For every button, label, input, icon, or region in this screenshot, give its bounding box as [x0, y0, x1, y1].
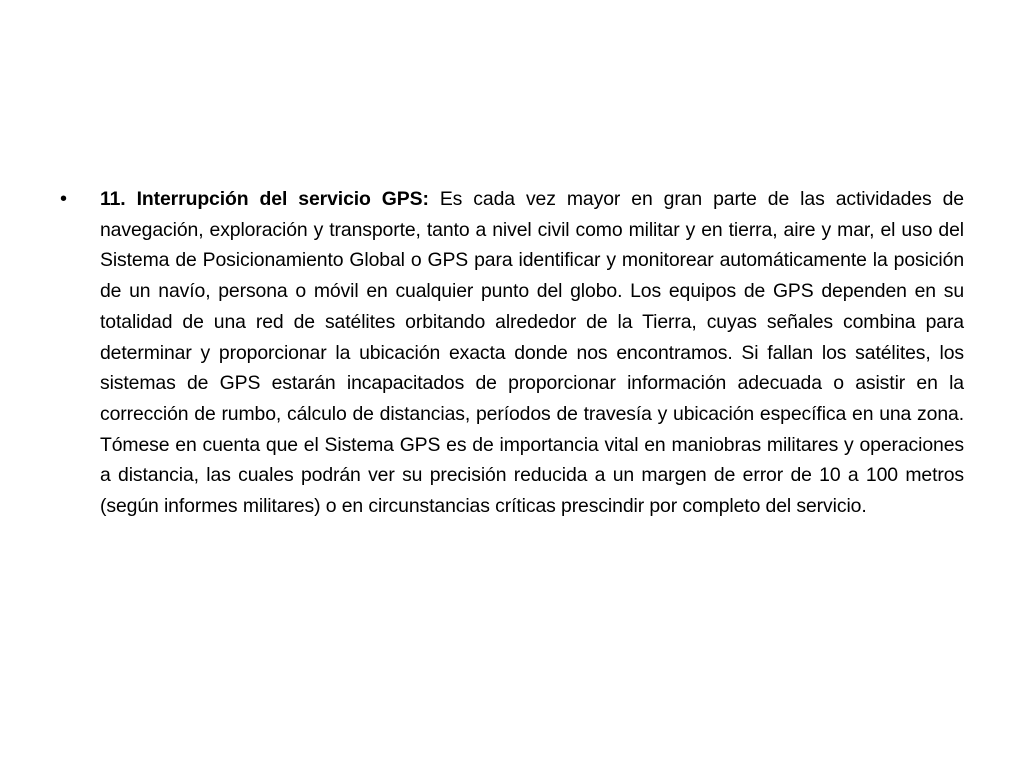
bullet-icon: •: [60, 188, 68, 210]
bullet-heading: 11. Interrupción del servicio GPS:: [100, 188, 429, 210]
bullet-body: Es cada vez mayor en gran parte de las actividades de navegación, exploración y transporte, tanto a nivel civil como militar y en tierra, aire y mar, el uso del Sistema de Posicionamiento Global o GPS para identificar y monitorear automáticamente la posición de un navío, persona o móvil en cualquier punto del globo. Los equipos de GPS dependen en su totalidad de una red de satélites orbitando alrededor de la Tierra, cuyas señales combina para determinar y proporcionar la ubicación exacta donde nos encontramos. Si fallan los satélites, los sistemas de GPS estarán incapacitados de proporcionar información adecuada o asistir en la corrección de rumbo, cálculo de distancias, períodos de travesía y ubicación específica en una zona. Tómese en cuenta que el Sistema GPS es de importancia vital en maniobras militares y operaciones a distancia, las cuales podrán ver su precisión reducida a un margen de error de 10 a 100 metros (según informes militares) o en circunstancias críticas prescindir por completo del servicio.: [100, 188, 964, 518]
bullet-item: [60, 184, 964, 522]
bullet-paragraph: [100, 184, 964, 522]
